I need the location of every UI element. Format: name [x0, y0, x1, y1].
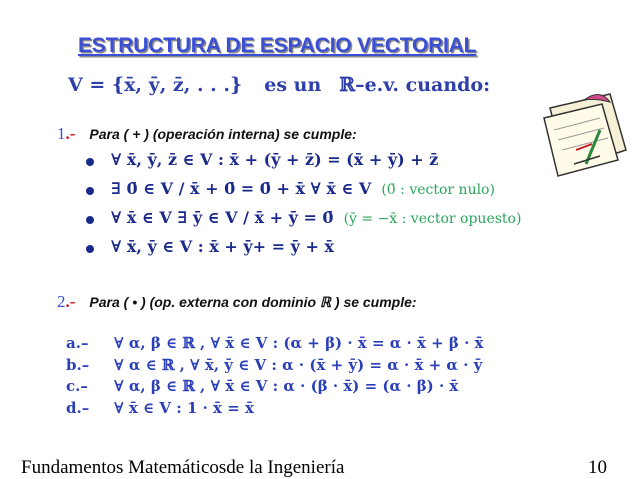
axiom-formula: ∀ x̄, ȳ ∈ V : x̄ + ȳ+ = ȳ + x̄	[111, 237, 334, 256]
section-1-number: 1	[57, 124, 66, 143]
section-1-text: Para ( + ) (operación interna) se cumple:	[89, 126, 357, 142]
definition-condition: ℝ–e.v. cuando:	[339, 74, 491, 96]
property-label: c.–	[66, 377, 88, 395]
external-operation-properties	[66, 334, 484, 420]
property-label: d.–	[66, 398, 90, 417]
set-definition: V = {x̄, ȳ, z̄, . . .}	[68, 74, 243, 96]
property-label: a.–	[66, 334, 89, 352]
section-2-number: 2	[57, 292, 66, 311]
bullet-icon	[86, 216, 94, 224]
bullet-icon	[86, 245, 94, 253]
papers-clipart-icon	[540, 90, 632, 178]
axiom-note: (ȳ = −x̄ : vector opuesto)	[343, 211, 522, 227]
property-formula: ∀ α, β ∈ ℝ , ∀ x̄ ∈ V : α · (β · x̄) = (α · β) · x̄	[114, 377, 459, 395]
bullet-icon	[86, 187, 94, 195]
property-formula: ∀ α, β ∈ ℝ , ∀ x̄ ∈ V : (α + β) · x̄ = α · x̄ + β · x̄	[114, 334, 484, 352]
axiom-formula: ∀ x̄ ∈ V ∃ ȳ ∈ V / x̄ + ȳ = 0̄	[111, 208, 334, 227]
property-c	[66, 377, 484, 399]
axiom-formula: ∃ 0̄ ∈ V / x̄ + 0̄ = 0̄ + x̄ ∀ x̄ ∈ V	[111, 179, 372, 198]
property-formula: ∀ x̄ ∈ V : 1 · x̄ = x̄	[114, 398, 254, 417]
property-a	[66, 334, 484, 356]
section-1-heading	[57, 124, 357, 144]
property-d	[66, 399, 484, 421]
section-1-dot: .-	[65, 124, 76, 143]
property-formula: ∀ α ∈ ℝ , ∀ x̄, ȳ ∈ V : α · (x̄ + ȳ) = α · x̄ + α · ȳ	[114, 355, 483, 374]
bullet-icon	[86, 158, 94, 166]
definition-connector: es un	[264, 74, 322, 96]
property-b	[66, 356, 484, 378]
footer-course-title: Fundamentos Matemáticosde la Ingeniería	[21, 457, 345, 478]
definition-line	[68, 74, 490, 96]
section-2-heading	[57, 292, 417, 312]
slide-title: ESTRUCTURA DE ESPACIO VECTORIAL	[78, 34, 477, 57]
axiom-note: (0̄ : vector nulo)	[381, 182, 495, 198]
property-label: b.–	[66, 355, 90, 374]
page-number: 10	[588, 457, 607, 478]
axiom-formula: ∀ x̄, ȳ, z̄ ∈ V : x̄ + (ȳ + z̄) = (x̄ + ȳ) + z̄	[111, 150, 439, 169]
section-2-dot: .-	[65, 292, 76, 311]
section-2-text: Para ( • ) (op. externa con dominio ℝ ) se cumple:	[89, 294, 417, 310]
